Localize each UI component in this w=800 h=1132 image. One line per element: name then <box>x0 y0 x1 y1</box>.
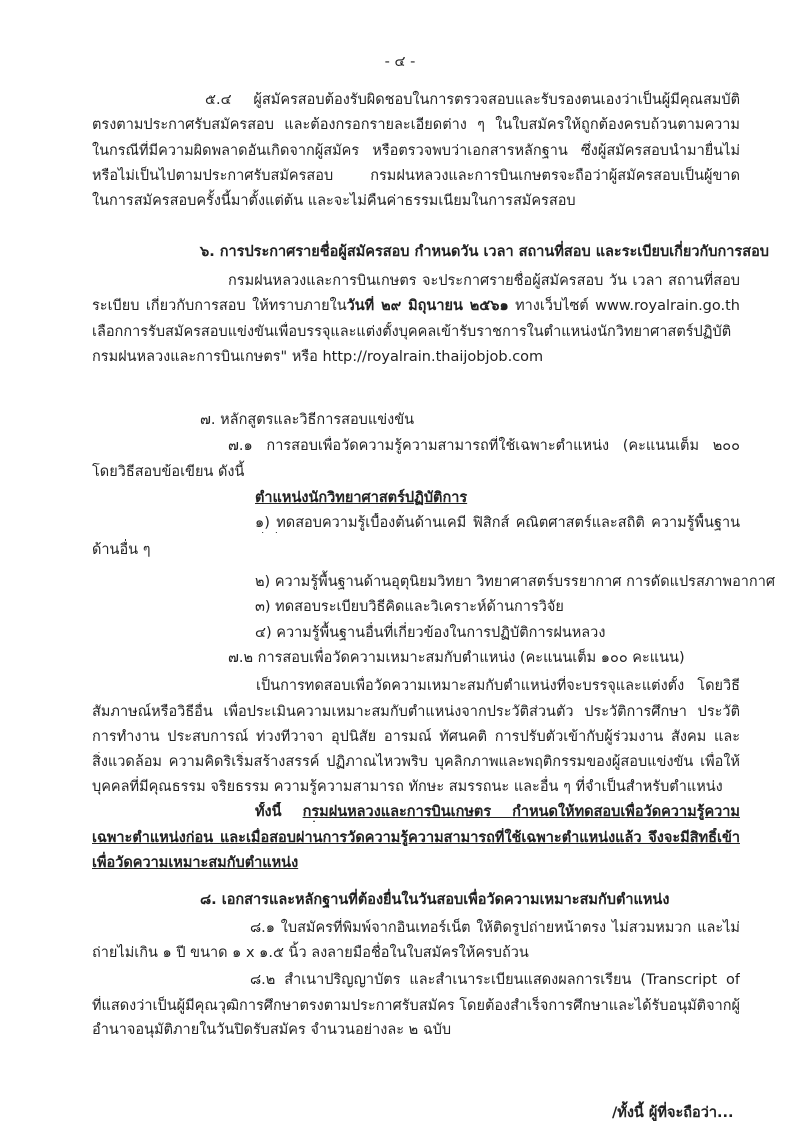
section-heading: ๘. เอกสารและหลักฐานที่ต้องยื่นในวันสอบเพื่อวัดความเหมาะสมกับตำแหน่ง <box>200 892 670 908</box>
paragraph-line: ๗.๑ การสอบเพื่อวัดความรู้ความสามารถที่ใช้เฉพาะตำแหน่ง (คะแนนเต็ม ๒๐๐ <box>228 438 740 454</box>
list-item: ด้านอื่น ๆ <box>92 542 151 558</box>
paragraph-line <box>92 296 740 316</box>
paragraph-line: กรมฝนหลวงและการบินเกษตร จะประกาศรายชื่อผู้สมัครสอบ วัน เวลา สถานที่สอบ <box>228 273 740 289</box>
paragraph-line: หรือไม่เป็นไปตามประกาศรับสมัครสอบ กรมฝนหลวงและการบินเกษตรจะถือว่าผู้สมัครสอบเป็นผู้ขาด <box>92 168 740 184</box>
note-lead: ทั้งนี้ <box>255 804 303 820</box>
subsection-heading: ๗.๒ การสอบเพื่อวัดความเหมาะสมกับตำแหน่ง (คะแนนเต็ม ๑๐๐ คะแนน) <box>228 650 685 666</box>
list-item: ๑) ทดสอบความรู้เบื้องต้นด้านเคมี ฟิสิกส์ คณิตศาสตร์และสถิติ ความรู้พื้นฐาน <box>255 515 740 531</box>
paragraph-line: เป็นการทดสอบเพื่อวัดความเหมาะสมกับตำแหน่งที่จะบรรจุและแต่งตั้ง โดยวิธี <box>256 678 740 694</box>
list-item: ๔) ความรู้พื้นฐานอื่นที่เกี่ยวข้องในการปฏิบัติการฝนหลวง <box>255 625 606 641</box>
list-item: ๓) ทดสอบระเบียบวิธีคิดและวิเคราะห์ด้านการวิจัย <box>255 599 564 615</box>
note-line: เพื่อวัดความเหมาะสมกับตำแหน่ง <box>92 855 299 871</box>
note-text: กรมฝนหลวงและการบินเกษตร กำหนดให้ทดสอบเพื่อวัดความรู้ความ <box>302 804 740 820</box>
website-text: ทางเว็บไซต์ www.royalrain.go.th <box>508 298 740 314</box>
paragraph-line: กรมฝนหลวงและการบินเกษตร" หรือ http://royalrain.thaijobjob.com <box>92 349 544 365</box>
continuation-footer: /ทั้งนี้ ผู้ที่จะถือว่า... <box>612 1105 734 1121</box>
paragraph-line: สัมภาษณ์หรือวิธีอื่น เพื่อประเมินความเหมาะสมกับตำแหน่งจากประวัติส่วนตัว ประวัติการศึกษา ประวัติ <box>92 704 740 720</box>
paragraph-line: ถ่ายไม่เกิน ๑ ปี ขนาด ๑ x ๑.๕ นิ้ว ลงลายมือชื่อในใบสมัครให้ครบถ้วน <box>92 945 529 961</box>
paragraph-line: เลือกการรับสมัครสอบแข่งขันเพื่อบรรจุและแต่งตั้งบุคคลเข้ารับราชการในตำแหน่งนักวิทยาศาสตร์ปฏิบัติ <box>92 324 732 340</box>
paragraph-line: ในกรณีที่มีความผิดพลาดอันเกิดจากผู้สมัคร หรือตรวจพบว่าเอกสารหลักฐาน ซึ่งผู้สมัครสอบนำมายื่นไม่ <box>92 143 740 159</box>
paragraph-line: โดยวิธีสอบข้อเขียน ดังนี้ <box>92 464 245 480</box>
paragraph-line: ที่แสดงว่าเป็นผู้มีคุณวุฒิการศึกษาตรงตามประกาศรับสมัคร โดยต้องสำเร็จการศึกษาและได้รับอนุมัติจากผู้ <box>92 998 740 1014</box>
note-line <box>255 802 740 822</box>
list-item: ๒) ความรู้พื้นฐานด้านอุตุนิยมวิทยา วิทยาศาสตร์บรรยากาศ การดัดแปรสภาพอากาศ <box>255 574 776 590</box>
paragraph-line: ในการสมัครสอบครั้งนี้มาตั้งแต่ต้น และจะไม่คืนค่าธรรมเนียมในการสมัครสอบ <box>92 193 576 209</box>
announcement-date: วันที่ ๒๙ มิถุนายน ๒๕๖๑ <box>346 298 509 314</box>
section-heading: ๗. หลักสูตรและวิธีการสอบแข่งขัน <box>200 412 415 428</box>
paragraph-line: สิ่งแวดล้อม ความคิดริเริ่มสร้างสรรค์ ปฏิภาณไหวพริบ บุคลิกภาพและพฤติกรรมของผู้สอบแข่งขัน เพื่อให้ <box>92 754 740 770</box>
paragraph-line: อำนาจอนุมัติภายในวันปิดรับสมัคร จำนวนอย่างละ ๒ ฉบับ <box>92 1022 452 1038</box>
paragraph-line: ๕.๔ ผู้สมัครสอบต้องรับผิดชอบในการตรวจสอบและรับรองตนเองว่าเป็นผู้มีคุณสมบัติ <box>205 92 740 108</box>
paragraph-line: บุคคลที่มีคุณธรรม จริยธรรม ความรู้ความสามารถ ทักษะ สมรรถนะ และอื่น ๆ ที่จำเป็นสำหรับตำแหน่ง <box>92 779 723 795</box>
paragraph-line: ๘.๑ ใบสมัครที่พิมพ์จากอินเทอร์เน็ต ให้ติดรูปถ่ายหน้าตรง ไม่สวมหมวก และไม่ <box>250 920 740 936</box>
section-heading: ๖. การประกาศรายชื่อผู้สมัครสอบ กำหนดวัน เวลา สถานที่สอบ และระเบียบเกี่ยวกับการสอบ <box>200 244 769 260</box>
paragraph-line: การทำงาน ประสบการณ์ ท่วงทีวาจา อุปนิสัย อารมณ์ ทัศนคติ การปรับตัวเข้ากับผู้ร่วมงาน สังคม และ <box>92 729 740 745</box>
text: ระเบียบ เกี่ยวกับการสอบ ให้ทราบภายใน <box>92 298 347 314</box>
paragraph-line: ๘.๒ สำเนาปริญญาบัตร และสำเนาระเบียนแสดงผลการเรียน (Transcript of <box>250 972 740 988</box>
position-title: ตำแหน่งนักวิทยาศาสตร์ปฏิบัติการ <box>255 490 468 506</box>
note-line: เฉพาะตำแหน่งก่อน และเมื่อสอบผ่านการวัดความรู้ความสามารถที่ใช้เฉพาะตำแหน่งแล้ว จึงจะมีสิทธิ์เข้า <box>92 830 740 846</box>
paragraph-line: ตรงตามประกาศรับสมัครสอบ และต้องกรอกรายละเอียดต่าง ๆ ในใบสมัครให้ถูกต้องครบถ้วนตามความ <box>92 117 740 133</box>
page-number: - ๔ - <box>384 54 416 70</box>
